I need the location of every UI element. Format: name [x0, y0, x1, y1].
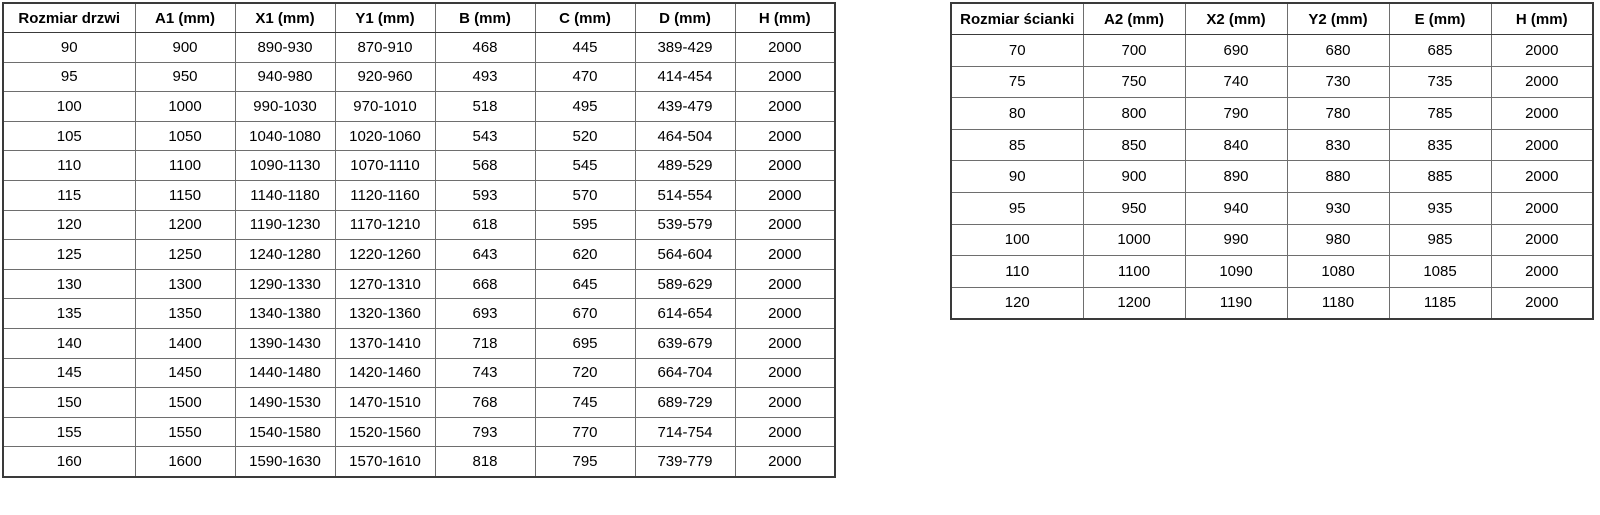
data-cell: 2000: [735, 33, 835, 63]
data-cell: 1140-1180: [235, 181, 335, 211]
data-cell: 140: [3, 329, 135, 359]
data-cell: 1085: [1389, 256, 1491, 288]
data-cell: 730: [1287, 66, 1389, 98]
data-cell: 1470-1510: [335, 388, 435, 418]
table-row: [3, 269, 835, 299]
data-cell: 668: [435, 269, 535, 299]
data-cell: 564-604: [635, 240, 735, 270]
data-cell: 120: [951, 287, 1083, 319]
data-cell: 1440-1480: [235, 358, 335, 388]
data-cell: 389-429: [635, 33, 735, 63]
data-cell: 718: [435, 329, 535, 359]
data-cell: 160: [3, 447, 135, 477]
data-cell: 1100: [1083, 256, 1185, 288]
data-cell: 735: [1389, 66, 1491, 98]
data-cell: 145: [3, 358, 135, 388]
data-cell: 155: [3, 417, 135, 447]
data-cell: 568: [435, 151, 535, 181]
data-cell: 414-454: [635, 62, 735, 92]
data-cell: 890: [1185, 161, 1287, 193]
header-cell: A2 (mm): [1083, 3, 1185, 35]
data-cell: 110: [3, 151, 135, 181]
data-cell: 618: [435, 210, 535, 240]
data-cell: 880: [1287, 161, 1389, 193]
data-cell: 1020-1060: [335, 121, 435, 151]
table-row: [3, 447, 835, 477]
data-cell: 2000: [735, 92, 835, 122]
data-cell: 464-504: [635, 121, 735, 151]
data-cell: 439-479: [635, 92, 735, 122]
table-row: [3, 240, 835, 270]
table-row: [951, 287, 1593, 319]
data-cell: 570: [535, 181, 635, 211]
data-cell: 2000: [735, 299, 835, 329]
data-cell: 770: [535, 417, 635, 447]
data-cell: 2000: [1491, 35, 1593, 67]
data-cell: 935: [1389, 193, 1491, 225]
data-cell: 930: [1287, 193, 1389, 225]
table-row: [3, 299, 835, 329]
data-cell: 100: [3, 92, 135, 122]
data-cell: 2000: [735, 210, 835, 240]
data-cell: 940-980: [235, 62, 335, 92]
data-cell: 689-729: [635, 388, 735, 418]
data-cell: 1390-1430: [235, 329, 335, 359]
table-row: [3, 92, 835, 122]
data-cell: 1090-1130: [235, 151, 335, 181]
data-cell: 1090: [1185, 256, 1287, 288]
data-cell: 990: [1185, 224, 1287, 256]
data-cell: 543: [435, 121, 535, 151]
header-row: [951, 3, 1593, 35]
data-cell: 614-654: [635, 299, 735, 329]
data-cell: 900: [135, 33, 235, 63]
table-row: [951, 224, 1593, 256]
data-cell: 2000: [1491, 98, 1593, 130]
table-row: [3, 33, 835, 63]
table-row: [3, 210, 835, 240]
data-cell: 940: [1185, 193, 1287, 225]
data-cell: 2000: [1491, 287, 1593, 319]
header-cell: A1 (mm): [135, 3, 235, 33]
data-cell: 100: [951, 224, 1083, 256]
data-cell: 545: [535, 151, 635, 181]
data-cell: 1200: [135, 210, 235, 240]
table-row: [951, 35, 1593, 67]
data-cell: 2000: [735, 151, 835, 181]
data-cell: 643: [435, 240, 535, 270]
table-row: [951, 161, 1593, 193]
data-cell: 120: [3, 210, 135, 240]
table-row: [3, 151, 835, 181]
header-cell: Y1 (mm): [335, 3, 435, 33]
table-row: [3, 121, 835, 151]
data-cell: 539-579: [635, 210, 735, 240]
header-cell: Rozmiar ścianki: [951, 3, 1083, 35]
data-cell: 2000: [1491, 129, 1593, 161]
data-cell: 685: [1389, 35, 1491, 67]
data-cell: 125: [3, 240, 135, 270]
data-cell: 2000: [735, 240, 835, 270]
data-cell: 2000: [735, 269, 835, 299]
data-cell: 2000: [735, 181, 835, 211]
data-cell: 850: [1083, 129, 1185, 161]
data-cell: 514-554: [635, 181, 735, 211]
data-cell: 980: [1287, 224, 1389, 256]
header-cell: X2 (mm): [1185, 3, 1287, 35]
data-cell: 1240-1280: [235, 240, 335, 270]
data-cell: 830: [1287, 129, 1389, 161]
data-cell: 1150: [135, 181, 235, 211]
data-cell: 1180: [1287, 287, 1389, 319]
data-cell: 1340-1380: [235, 299, 335, 329]
data-cell: 468: [435, 33, 535, 63]
data-cell: 1370-1410: [335, 329, 435, 359]
table-row: [3, 388, 835, 418]
data-cell: 1190-1230: [235, 210, 335, 240]
data-cell: 2000: [735, 121, 835, 151]
data-cell: 1300: [135, 269, 235, 299]
data-cell: 670: [535, 299, 635, 329]
data-cell: 518: [435, 92, 535, 122]
header-cell: B (mm): [435, 3, 535, 33]
data-cell: 1050: [135, 121, 235, 151]
data-cell: 740: [1185, 66, 1287, 98]
data-cell: 2000: [1491, 256, 1593, 288]
header-cell: D (mm): [635, 3, 735, 33]
table-row: [3, 417, 835, 447]
data-cell: 130: [3, 269, 135, 299]
data-cell: 589-629: [635, 269, 735, 299]
data-cell: 985: [1389, 224, 1491, 256]
table-row: [3, 62, 835, 92]
data-cell: 970-1010: [335, 92, 435, 122]
data-cell: 95: [951, 193, 1083, 225]
data-cell: 1185: [1389, 287, 1491, 319]
table-row: [951, 66, 1593, 98]
data-cell: 950: [1083, 193, 1185, 225]
table-row: [951, 256, 1593, 288]
data-cell: 890-930: [235, 33, 335, 63]
data-cell: 693: [435, 299, 535, 329]
door-size-table: [2, 2, 836, 478]
data-cell: 1000: [135, 92, 235, 122]
data-cell: 1520-1560: [335, 417, 435, 447]
data-cell: 90: [3, 33, 135, 63]
data-cell: 520: [535, 121, 635, 151]
wall-size-table: [950, 2, 1594, 320]
data-cell: 720: [535, 358, 635, 388]
data-cell: 2000: [735, 358, 835, 388]
data-cell: 745: [535, 388, 635, 418]
data-cell: 1450: [135, 358, 235, 388]
data-cell: 1600: [135, 447, 235, 477]
header-cell: E (mm): [1389, 3, 1491, 35]
data-cell: 768: [435, 388, 535, 418]
data-cell: 1000: [1083, 224, 1185, 256]
data-cell: 115: [3, 181, 135, 211]
data-cell: 870-910: [335, 33, 435, 63]
data-cell: 70: [951, 35, 1083, 67]
data-cell: 1540-1580: [235, 417, 335, 447]
data-cell: 489-529: [635, 151, 735, 181]
data-cell: 445: [535, 33, 635, 63]
data-cell: 470: [535, 62, 635, 92]
data-cell: 1250: [135, 240, 235, 270]
data-cell: 135: [3, 299, 135, 329]
data-cell: 2000: [1491, 193, 1593, 225]
data-cell: 690: [1185, 35, 1287, 67]
header-cell: Rozmiar drzwi: [3, 3, 135, 33]
header-cell: Y2 (mm): [1287, 3, 1389, 35]
table-row: [951, 129, 1593, 161]
data-cell: 780: [1287, 98, 1389, 130]
data-cell: 2000: [735, 62, 835, 92]
data-cell: 1500: [135, 388, 235, 418]
data-cell: 793: [435, 417, 535, 447]
data-cell: 1200: [1083, 287, 1185, 319]
data-cell: 835: [1389, 129, 1491, 161]
header-cell: H (mm): [1491, 3, 1593, 35]
data-cell: 1320-1360: [335, 299, 435, 329]
data-cell: 150: [3, 388, 135, 418]
data-cell: 920-960: [335, 62, 435, 92]
data-cell: 593: [435, 181, 535, 211]
data-cell: 2000: [1491, 66, 1593, 98]
data-cell: 2000: [735, 447, 835, 477]
data-cell: 75: [951, 66, 1083, 98]
data-cell: 1080: [1287, 256, 1389, 288]
data-cell: 645: [535, 269, 635, 299]
data-cell: 85: [951, 129, 1083, 161]
data-cell: 595: [535, 210, 635, 240]
header-row: [3, 3, 835, 33]
data-cell: 495: [535, 92, 635, 122]
data-cell: 739-779: [635, 447, 735, 477]
data-cell: 95: [3, 62, 135, 92]
table-row: [3, 358, 835, 388]
data-cell: 2000: [735, 329, 835, 359]
data-cell: 790: [1185, 98, 1287, 130]
data-cell: 900: [1083, 161, 1185, 193]
data-cell: 714-754: [635, 417, 735, 447]
data-cell: 1270-1310: [335, 269, 435, 299]
data-cell: 1220-1260: [335, 240, 435, 270]
data-cell: 1290-1330: [235, 269, 335, 299]
data-cell: 2000: [1491, 161, 1593, 193]
header-cell: X1 (mm): [235, 3, 335, 33]
data-cell: 110: [951, 256, 1083, 288]
data-cell: 1550: [135, 417, 235, 447]
data-cell: 1350: [135, 299, 235, 329]
data-cell: 750: [1083, 66, 1185, 98]
data-cell: 800: [1083, 98, 1185, 130]
data-cell: 1120-1160: [335, 181, 435, 211]
data-cell: 950: [135, 62, 235, 92]
data-cell: 1490-1530: [235, 388, 335, 418]
table-row: [3, 181, 835, 211]
data-cell: 620: [535, 240, 635, 270]
data-cell: 1590-1630: [235, 447, 335, 477]
data-cell: 493: [435, 62, 535, 92]
data-cell: 1100: [135, 151, 235, 181]
table-row: [951, 98, 1593, 130]
table-row: [951, 193, 1593, 225]
data-cell: 1070-1110: [335, 151, 435, 181]
data-cell: 80: [951, 98, 1083, 130]
data-cell: 664-704: [635, 358, 735, 388]
data-cell: 680: [1287, 35, 1389, 67]
data-cell: 840: [1185, 129, 1287, 161]
data-cell: 105: [3, 121, 135, 151]
data-cell: 700: [1083, 35, 1185, 67]
data-cell: 639-679: [635, 329, 735, 359]
data-cell: 818: [435, 447, 535, 477]
data-cell: 2000: [1491, 224, 1593, 256]
data-cell: 1400: [135, 329, 235, 359]
data-cell: 785: [1389, 98, 1491, 130]
data-cell: 1420-1460: [335, 358, 435, 388]
data-cell: 1040-1080: [235, 121, 335, 151]
data-cell: 2000: [735, 417, 835, 447]
data-cell: 795: [535, 447, 635, 477]
data-cell: 990-1030: [235, 92, 335, 122]
data-cell: 743: [435, 358, 535, 388]
data-cell: 1190: [1185, 287, 1287, 319]
data-cell: 90: [951, 161, 1083, 193]
header-cell: H (mm): [735, 3, 835, 33]
data-cell: 885: [1389, 161, 1491, 193]
data-cell: 2000: [735, 388, 835, 418]
data-cell: 1570-1610: [335, 447, 435, 477]
table-row: [3, 329, 835, 359]
data-cell: 695: [535, 329, 635, 359]
header-cell: C (mm): [535, 3, 635, 33]
data-cell: 1170-1210: [335, 210, 435, 240]
